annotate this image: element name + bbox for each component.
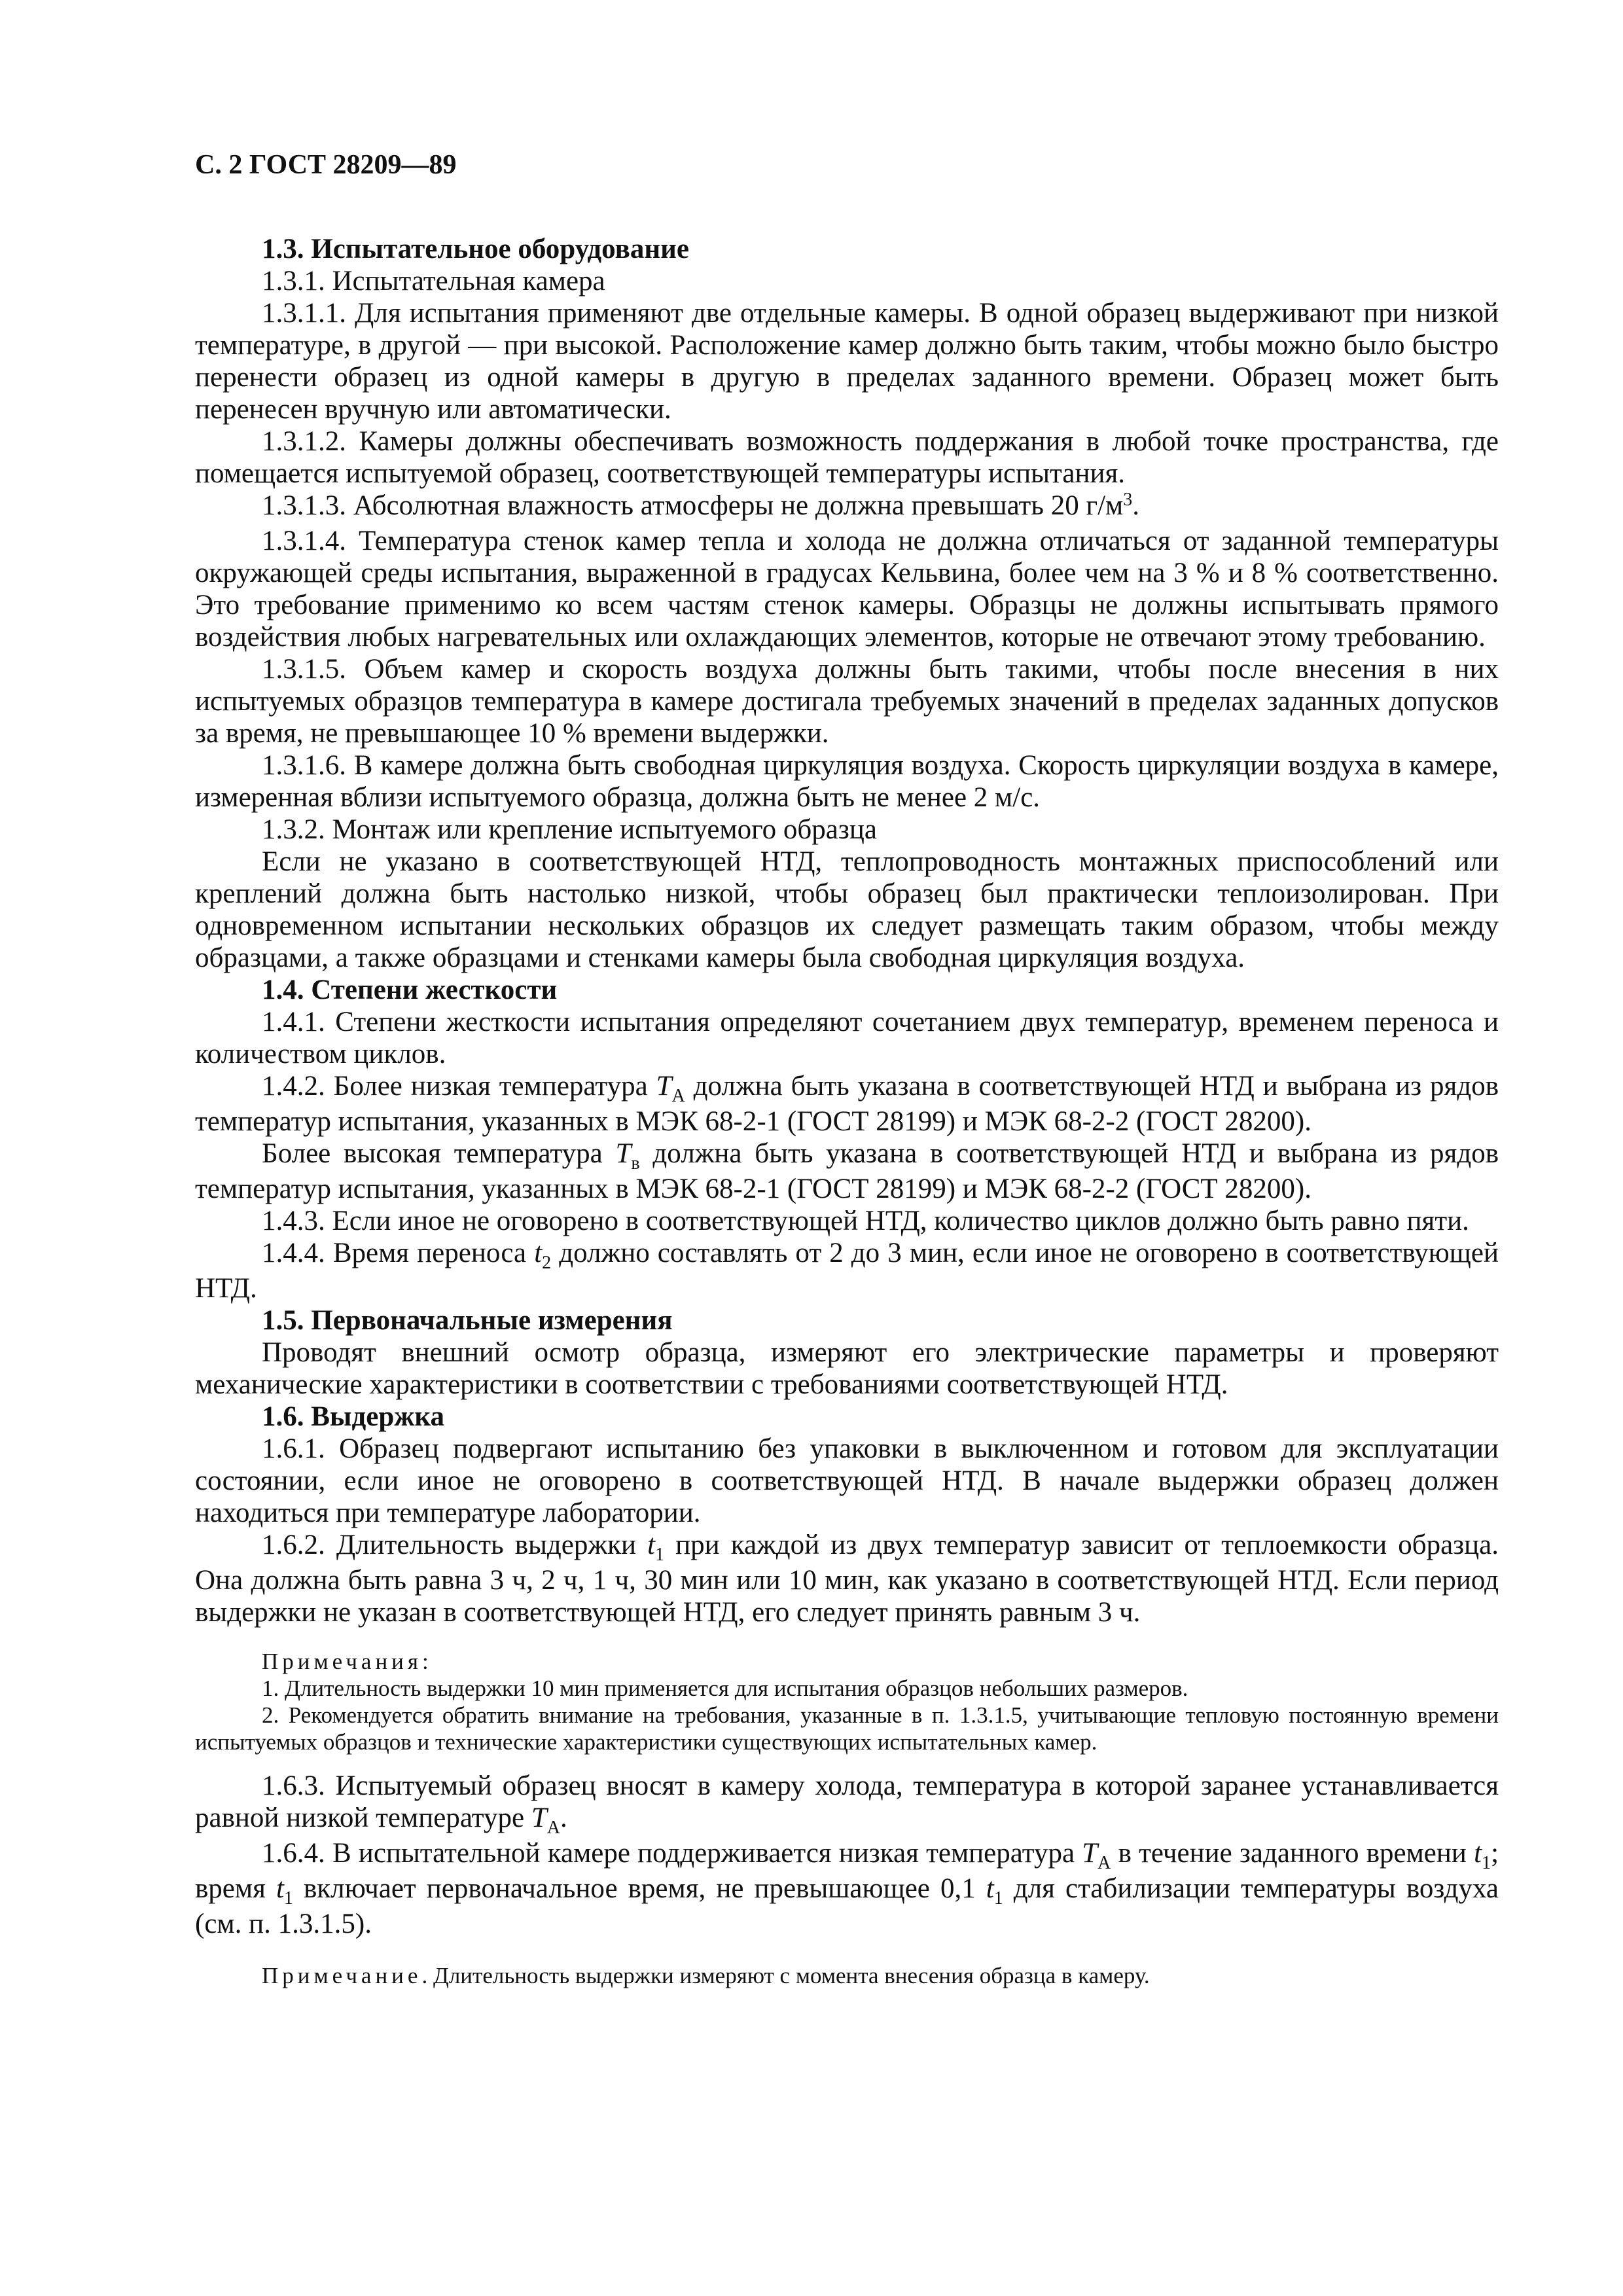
subscript: в [631, 1153, 640, 1174]
paragraph-1-3-2-text: Если не указано в соответствующей НТД, теплопроводность монтажных приспособлений или креплений должна быть настолько низкой, чтобы образец был практически теплоизолирован. При одновременном испытании нескольких образцов их следует размещать таким образом, чтобы между образцами, а также образцами и стенками камеры была свободная циркуляция воздуха. [195, 846, 1499, 973]
notes-label [195, 1648, 1499, 1675]
notes-block [195, 1648, 1499, 1755]
paragraph-text: при каждой из двух температур зависит от теплоемкости образца. Она должна быть равна 3 ч, 2 ч, 1 ч, 30 мин или 10 мин, как указано в соответствующей НТД. Если период выдержки не указан в соответствующей НТД, его следует принять равным 3 ч. [195, 1530, 1499, 1628]
section-heading-1-6: 1.6. Выдержка [262, 1401, 445, 1432]
paragraph-1-3-2: 1.3.2. Монтаж или крепление испытуемого образца [262, 814, 877, 845]
paragraph-1-3-1-4: 1.3.1.4. Температура стенок камер тепла и холода не должна отличаться от заданной температуры окружающей среды испытания, выраженной в градусах Кельвина, более чем на 3 % и 8 % соответственно. Это требование применимо ко всем частям стенок камеры. Образцы не должны испытывать прямого воздействия любых нагревательных или охлаждающих элементов, которые не отвечают этому требованию. [195, 526, 1499, 653]
paragraph-text: ; время [195, 1838, 1499, 1904]
paragraph-text: 1.4.2. Более низкая температура [262, 1071, 656, 1102]
paragraph-text: должно составлять от 2 до 3 мин, если иное не оговорено в соответствующей НТД. [195, 1238, 1499, 1304]
section-heading-1-4: 1.4. Степени жесткости [262, 975, 558, 1005]
variable: T [615, 1138, 632, 1169]
paragraph-text: Более высокая температура [262, 1138, 616, 1169]
paragraph-1-6-2 [195, 1529, 1499, 1628]
paragraph-1-4-1: 1.4.1. Степени жесткости испытания определяют сочетанием двух температур, временем переноса и количеством циклов. [195, 1007, 1499, 1069]
note-2: 2. Рекомендуется обратить внимание на требования, указанные в п. 1.3.1.5, учитывающие тепловую постоянную времени испытуемых образцов и технические характеристики существующих испытательных камер. [195, 1702, 1499, 1755]
paragraph-text: включает первоначальное время, не превышающее 0,1 [293, 1873, 986, 1904]
paragraph-1-3-1-1: 1.3.1.1. Для испытания применяют две отдельные камеры. В одной образец выдерживают при низкой температуре, в другой — при высокой. Расположение камер должно быть таким, чтобы можно было быстро перенести образец из одной камеры в другую в пределах заданного времени. Образец может быть перенесен вручную или автоматически. [195, 298, 1499, 425]
subscript: 1 [993, 1888, 1003, 1909]
subscript: 2 [542, 1253, 552, 1273]
variable: t [534, 1238, 543, 1268]
variable: T [1082, 1838, 1098, 1869]
paragraph-text: в течение заданного времени [1111, 1838, 1474, 1869]
document-body [195, 233, 1499, 1989]
note-single-text: . Длительность выдержки измеряют с момента внесения образца в камеру. [421, 1963, 1150, 1988]
section-heading-1-5: 1.5. Первоначальные измерения [262, 1305, 673, 1336]
paragraph-1-3-1-6: 1.3.1.6. В камере должна быть свободная циркуляция воздуха. Скорость циркуляции воздуха в камере, измеренная вблизи испытуемого образца, должна быть не менее 2 м/с. [195, 750, 1499, 813]
variable: T [531, 1803, 547, 1833]
subscript: A [546, 1818, 561, 1838]
variable: t [647, 1530, 656, 1560]
paragraph-1-6-4 [195, 1837, 1499, 1940]
paragraph-1-6-3 [195, 1770, 1499, 1837]
subscript: A [1097, 1853, 1111, 1873]
variable: T [656, 1071, 672, 1102]
paragraph-text: 1.3.1.3. Абсолютная влажность атмосферы не должна превышать 20 г/м [262, 490, 1124, 521]
paragraph-1-3-1-5: 1.3.1.5. Объем камер и скорость воздуха должны быть такими, чтобы после внесения в них испытуемых образцов температура в камере достигала требуемых значений в пределах заданных допусков за время, не превышающее 10 % времени выдержки. [195, 654, 1499, 749]
paragraph-1-3-1: 1.3.1. Испытательная камера [262, 266, 605, 296]
paragraph-1-4-2 [195, 1070, 1499, 1138]
paragraph-text: 1.4.4. Время переноса [262, 1238, 535, 1268]
subscript: 1 [1482, 1853, 1491, 1873]
note-single [195, 1962, 1499, 1989]
paragraph-1-4-3: 1.4.3. Если иное не оговорено в соответствующей НТД, количество циклов должно быть равно пяти. [262, 1206, 1469, 1236]
paragraph-text: должна быть указана в соответствующей НТД и выбрана из рядов температур испытания, указанных в МЭК 68-2-1 (ГОСТ 28199) и МЭК 68-2-2 (ГОСТ 28200). [195, 1071, 1499, 1137]
paragraph-text: . [1132, 490, 1139, 521]
paragraph-1-3-1-2: 1.3.1.2. Камеры должны обеспечивать возможность поддержания в любой точке пространства, где помещается испытуемой образец, соответствующей температуры испытания. [195, 426, 1499, 489]
subscript: 1 [283, 1888, 293, 1909]
paragraph-1-4-4 [195, 1237, 1499, 1304]
paragraph-1-5-text: Проводят внешний осмотр образца, измеряют его электрические параметры и проверяют механические характеристики в соответствии с требованиями соответствующей НТД. [195, 1337, 1499, 1400]
paragraph-text: 1.6.4. В испытательной камере поддерживается низкая температура [262, 1838, 1082, 1869]
variable: t [276, 1873, 284, 1904]
paragraph-text: должна быть указана в соответствующей НТД и выбрана из рядов температур испытания, указанных в МЭК 68-2-1 (ГОСТ 28199) и МЭК 68-2-2 (ГОСТ 28200). [195, 1138, 1499, 1204]
page-header: С. 2 ГОСТ 28209—89 [195, 150, 457, 180]
paragraph-text: . [560, 1803, 567, 1833]
paragraph-text: 1.6.2. Длительность выдержки [262, 1530, 648, 1560]
paragraph-1-6-1: 1.6.1. Образец подвергают испытанию без упаковки в выключенном и готовом для эксплуатации состоянии, если иное не оговорено в соответствующей НТД. В начале выдержки образец должен находиться при температуре лаборатории. [195, 1433, 1499, 1528]
note-single-label: Примечание [262, 1963, 422, 1988]
paragraph-1-4-2-higher [195, 1138, 1499, 1205]
superscript: 3 [1123, 490, 1133, 510]
variable: t [986, 1873, 994, 1904]
paragraph-text: для стабилизации температуры воздуха (см. п. 1.3.1.5). [195, 1873, 1499, 1939]
notes-label-text: Примечания: [262, 1649, 433, 1674]
variable: t [1474, 1838, 1482, 1869]
paragraph-text: 1.6.3. Испытуемый образец вносят в камеру холода, температура в которой заранее устанавливается равной низкой температуре [195, 1770, 1499, 1833]
paragraph-1-3-1-3 [195, 490, 1499, 525]
note-1: 1. Длительность выдержки 10 мин применяется для испытания образцов небольших размеров. [262, 1676, 1188, 1701]
subscript: 1 [655, 1545, 665, 1565]
subscript: A [671, 1086, 685, 1106]
section-heading-1-3: 1.3. Испытательное оборудование [262, 234, 689, 264]
